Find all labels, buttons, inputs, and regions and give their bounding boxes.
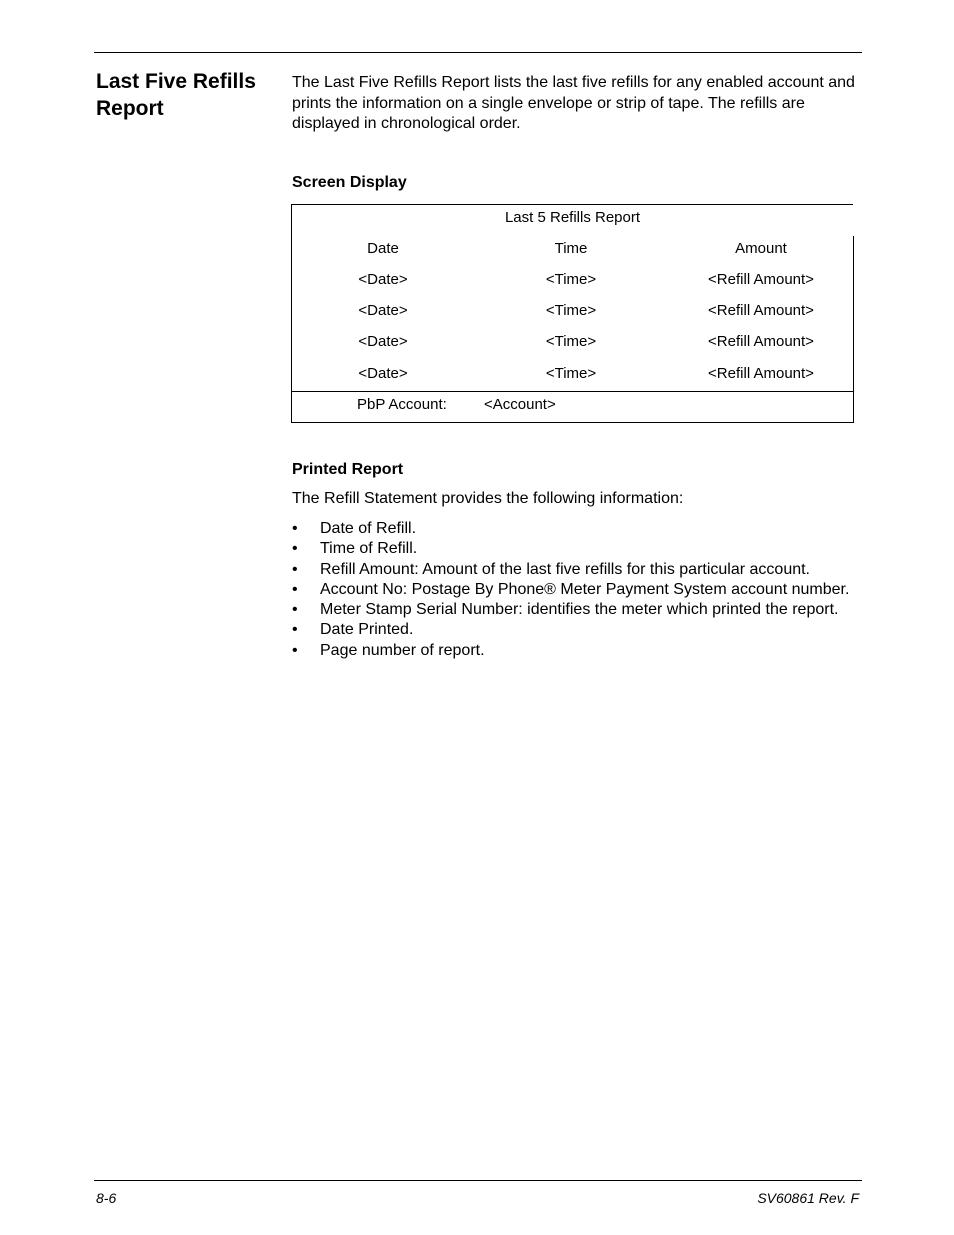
account-value: <Account> — [484, 396, 556, 413]
document-id: SV60861 Rev. F — [757, 1190, 859, 1206]
row-time: <Time> — [545, 333, 597, 350]
box-divider — [291, 391, 854, 392]
row-amount: <Refill Amount> — [708, 333, 814, 350]
row-amount: <Refill Amount> — [708, 365, 814, 382]
list-item: • Page number of report. — [292, 641, 862, 661]
row-date: <Date> — [358, 302, 408, 319]
table-row — [291, 365, 854, 383]
page-number: 8-6 — [96, 1190, 117, 1206]
row-amount: <Refill Amount> — [708, 302, 814, 319]
table-row — [291, 302, 854, 320]
column-headers — [291, 240, 854, 258]
footer-rule — [94, 1180, 862, 1181]
screen-display-heading: Screen Display — [292, 174, 407, 191]
row-date: <Date> — [358, 365, 408, 382]
printed-report-list — [292, 519, 862, 661]
row-time: <Time> — [545, 302, 597, 319]
row-amount: <Refill Amount> — [708, 271, 814, 288]
list-item: • Date of Refill. — [292, 519, 862, 539]
list-item: • Refill Amount: Amount of the last five refills for this particular account. — [292, 560, 862, 580]
row-time: <Time> — [545, 365, 597, 382]
list-item: • Account No: Postage By Phone® Meter Payment System account number. — [292, 580, 862, 600]
printed-report-intro: The Refill Statement provides the following information: — [292, 490, 684, 507]
box-border-top — [291, 204, 853, 205]
row-time: <Time> — [545, 271, 597, 288]
account-label: PbP Account: — [357, 396, 447, 413]
row-date: <Date> — [358, 333, 408, 350]
screen-display-box — [291, 204, 854, 423]
report-title: Last 5 Refills Report — [504, 209, 641, 226]
table-row — [291, 333, 854, 351]
box-border-right — [853, 236, 854, 423]
printed-report-heading: Printed Report — [292, 461, 404, 478]
box-border-bottom — [291, 422, 854, 423]
list-item: • Time of Refill. — [292, 539, 862, 559]
header-rule — [94, 52, 862, 53]
row-date: <Date> — [358, 271, 408, 288]
column-header-date: Date — [367, 240, 399, 257]
section-title: Last Five Refills Report — [96, 70, 256, 120]
list-item: • Meter Stamp Serial Number: identifies the meter which printed the report. — [292, 600, 862, 620]
column-header-amount: Amount — [735, 240, 787, 257]
table-row — [291, 271, 854, 289]
intro-paragraph: The Last Five Refills Report lists the last five refills for any enabled account and prints the information on a single envelope or strip of tape. The refills are displayed in chronological order. — [292, 74, 855, 132]
column-header-time: Time — [554, 240, 588, 257]
list-item: • Date Printed. — [292, 620, 862, 640]
